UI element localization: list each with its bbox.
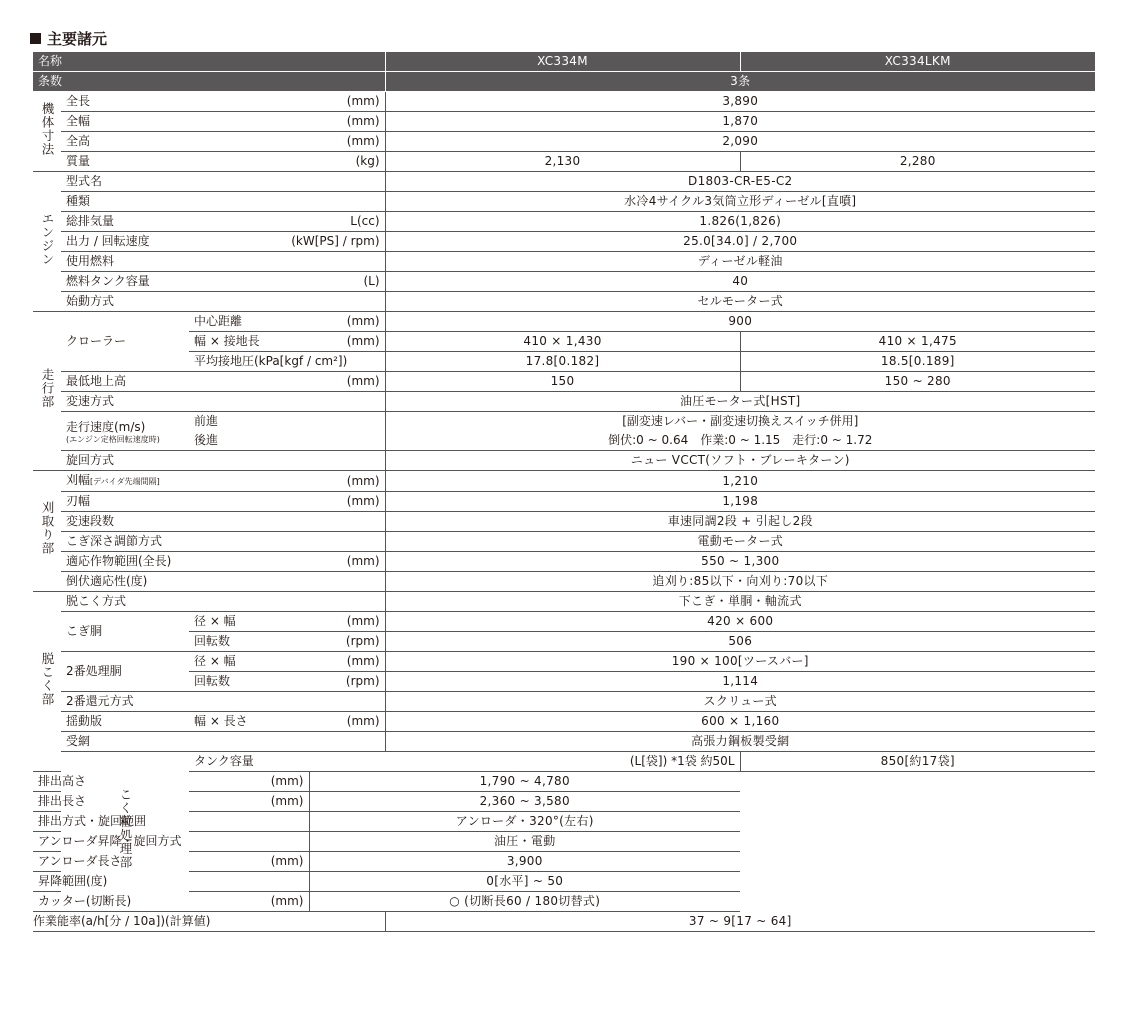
table-row [33,471,1095,492]
row-value-a: 2,130 [385,152,740,172]
row-value: 850[約17袋] [740,752,1095,772]
row-sublabel: 平均接地圧(kPa[kgf / cm²]) [189,352,385,372]
row-value-b: 150 ~ 280 [740,372,1095,392]
row-label: 種類 [61,192,385,212]
speed-value-cell [385,412,1095,451]
table-row [33,792,1095,812]
row-sublabel: 中心距離 [189,312,309,332]
model-a: XC334M [385,52,740,72]
section-title-text: 主要諸元 [47,30,108,48]
row-value: 900 [385,312,1095,332]
row-value-b: 18.5[0.189] [740,352,1095,372]
table-row [33,812,1095,832]
row-value: 37 ~ 9[17 ~ 64] [385,912,1095,932]
row-value: 420 × 600 [385,612,1095,632]
row-unit: (rpm) [309,632,385,652]
table-row [33,172,1095,192]
category-grain: こく粒処理部 [61,752,189,912]
row-value-a: 17.8[0.182] [385,352,740,372]
row-sublabel: 回転数 [189,632,309,652]
table-row [33,832,1095,852]
table-row [33,192,1095,212]
row-label: 刈幅 [66,473,91,487]
category-engine: エンジン [33,172,61,312]
row-label-cell [61,471,309,492]
row-unit: (mm) [309,712,385,732]
row-label: 揺動版 [61,712,189,732]
row-label: 全幅 [61,112,309,132]
row-value: D1803-CR-E5-C2 [385,172,1095,192]
category-body-dims: 機体寸法 [33,92,61,172]
row-label: 作業能率(a/h[分 / 10a])(計算値) [33,912,385,932]
row-label: 受網 [61,732,385,752]
table-row [33,552,1095,572]
row-label: 昇降範囲(度) [33,872,309,892]
row-unit: (mm) [189,852,309,872]
row-value-b: 2,280 [740,152,1095,172]
row-label: 燃料タンク容量 [61,272,309,292]
table-row [33,112,1095,132]
row-value: 1.826(1,826) [385,212,1095,232]
table-row [33,852,1095,872]
row-label: 旋回方式 [61,451,385,471]
row-unit: (mm) [189,772,309,792]
spec-table [33,52,1095,932]
table-row [33,532,1095,552]
row-value: 1,790 ~ 4,780 [309,772,740,792]
row-value: 下こぎ・単胴・軸流式 [385,592,1095,612]
row-value: 3,890 [385,92,1095,112]
row-unit: (mm) [189,792,309,812]
table-row [33,332,1095,352]
row-value: 油圧モーター式[HST] [385,392,1095,412]
table-row [33,492,1095,512]
row-value: 506 [385,632,1095,652]
table-row [33,312,1095,332]
row-value: 高張力鋼板製受網 [385,732,1095,752]
row-unit: (L) [309,272,385,292]
row-value: 600 × 1,160 [385,712,1095,732]
row-label: 全長 [61,92,309,112]
header-row-name [33,52,1095,72]
row-unit: L(cc) [309,212,385,232]
speed-label: 走行速度(m/s) [66,419,146,434]
row-label: 型式名 [61,172,385,192]
row-value-a: 410 × 1,430 [385,332,740,352]
row-value: ディーゼル軽油 [385,252,1095,272]
row-value: 水冷4サイクル3気筒立形ディーゼル[直噴] [385,192,1095,212]
row-value: 190 × 100[ツースバー] [385,652,1095,672]
row-label: 倒伏適応性(度) [61,572,385,592]
row-unit: (mm) [309,552,385,572]
row-value: 40 [385,272,1095,292]
row-value: ニュー VCCT(ソフト・ブレーキターン) [385,451,1095,471]
row-unit: (mm) [309,612,385,632]
row-unit: (kW[PS] / rpm) [189,232,385,252]
table-row [33,412,1095,432]
row-unit: (rpm) [309,672,385,692]
name-label: 名称 [33,52,385,72]
row-value: 2,090 [385,132,1095,152]
row-sublabel: 幅 × 長さ [189,712,309,732]
speed-value-line1: [副変速レバー・副変速切換えスイッチ併用] [622,414,859,428]
square-bullet-icon [30,33,41,44]
row-value: 2,360 ~ 3,580 [309,792,740,812]
row-label: 脱こく方式 [61,592,385,612]
model-b: XC334LKM [740,52,1095,72]
table-row [33,451,1095,471]
row-label: 排出方式・旋回範囲 [33,812,309,832]
row-label: 刃幅 [61,492,309,512]
table-row [33,712,1095,732]
table-row [33,152,1095,172]
row-sublabel: 回転数 [189,672,309,692]
table-row [33,232,1095,252]
table-row [33,612,1095,632]
table-row [33,632,1095,652]
speed-reverse: 後進 [189,431,385,451]
row-label: 適応作物範囲(全長) [61,552,309,572]
row-label: タンク容量 [189,752,309,772]
section-title [30,28,107,50]
table-row [33,872,1095,892]
table-row [33,692,1095,712]
row-label: 2番還元方式 [61,692,385,712]
row-label: 変速段数 [61,512,385,532]
row-value: 追刈り:85以下・向刈り:70以下 [385,572,1095,592]
row-unit: (mm) [189,892,309,912]
row-sublabel: 径 × 幅 [189,612,309,632]
table-row [33,752,1095,772]
speed-forward: 前進 [194,414,219,428]
row-unit: (L[袋]) *1袋 約50L [309,752,740,772]
table-row [33,392,1095,412]
row-sublabel: 幅 × 接地長 [189,332,309,352]
row-value: 1,114 [385,672,1095,692]
row-label: 総排気量 [61,212,309,232]
table-row [33,732,1095,752]
row-label: 全高 [61,132,309,152]
row-value: セルモーター式 [385,292,1095,312]
row-value: 0[水平] ~ 50 [309,872,740,892]
row-value: 電動モーター式 [385,532,1095,552]
row-label: カッター(切断長) [33,892,189,912]
category-threshing: 脱こく部 [33,592,61,772]
row-unit: (mm) [309,652,385,672]
table-row [33,352,1095,372]
row-unit: (mm) [309,112,385,132]
row-note: [デバイダ先端間隔] [90,477,160,486]
category-cutting: 刈取り部 [33,471,61,592]
header-row-rows [33,72,1095,92]
table-row [33,92,1095,112]
row-sublabel: 径 × 幅 [189,652,309,672]
row-value-a: 150 [385,372,740,392]
row-value: 3,900 [309,852,740,872]
crawler-label: クローラー [61,312,189,372]
row-value: 1,198 [385,492,1095,512]
row-label: 始動方式 [61,292,385,312]
row-label: アンローダ昇降・旋回方式 [33,832,309,852]
table-row [33,772,1095,792]
table-row [33,372,1095,392]
table-row [33,512,1095,532]
table-row [33,572,1095,592]
speed-note: (エンジン定格回転速度時) [66,434,160,444]
table-row [33,592,1095,612]
row-value: 25.0[34.0] / 2,700 [385,232,1095,252]
row-label: アンローダ長さ [33,852,189,872]
rows-value: 3条 [385,72,1095,92]
category-travel: 走行部 [33,312,61,471]
row-value: 1,210 [385,471,1095,492]
table-row [33,652,1095,672]
row-unit: (mm) [309,312,385,332]
row-unit: (mm) [309,332,385,352]
row-label: 出力 / 回転速度 [61,232,189,252]
row-label: 使用燃料 [61,252,385,272]
row-label: 排出長さ [33,792,189,812]
row-value: 550 ~ 1,300 [385,552,1095,572]
table-row [33,912,1095,932]
row-value-b: 410 × 1,475 [740,332,1095,352]
row-label: こぎ深さ調節方式 [61,532,385,552]
row-value: 油圧・電動 [309,832,740,852]
table-row [33,672,1095,692]
speed-label-cell [61,412,189,451]
table-row [33,292,1095,312]
drum-label: こぎ胴 [61,612,189,652]
row-unit: (kg) [309,152,385,172]
rows-label: 条数 [33,72,385,92]
row-value: 1,870 [385,112,1095,132]
second-drum-label: 2番処理胴 [61,652,189,692]
table-row [33,252,1095,272]
row-value: ○ (切断長60 / 180切替式) [309,892,740,912]
table-row [33,212,1095,232]
row-label: 排出高さ [33,772,189,792]
row-unit: (mm) [309,92,385,112]
row-label: 質量 [61,152,309,172]
row-value: スクリュー式 [385,692,1095,712]
row-unit: (mm) [309,492,385,512]
table-row [33,132,1095,152]
row-unit: (mm) [309,372,385,392]
speed-value-line2: 倒伏:0 ~ 0.64 作業:0 ~ 1.15 走行:0 ~ 1.72 [608,433,873,447]
table-row [33,892,1095,912]
row-label: 変速方式 [61,392,385,412]
row-value: アンローダ・320°(左右) [309,812,740,832]
row-unit: (mm) [309,132,385,152]
row-unit: (mm) [309,471,385,492]
table-row [33,272,1095,292]
row-label: 最低地上高 [61,372,309,392]
row-value: 車速同調2段 + 引起し2段 [385,512,1095,532]
